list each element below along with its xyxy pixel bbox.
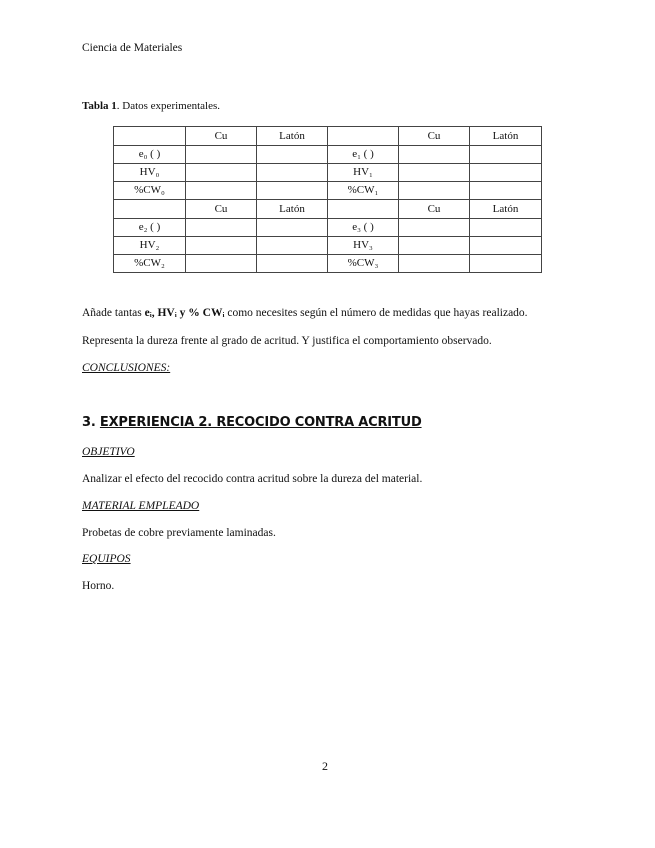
table-header-cell: Cu [399,127,470,146]
data-cell[interactable] [257,182,328,200]
objetivo-text: Analizar el efecto del recocido contra acritud sobre la dureza del material. [82,473,423,485]
objetivo-heading: OBJETIVO [82,446,135,458]
row-label: e₂ ( ) [114,219,186,237]
data-cell[interactable] [399,164,470,182]
row-label: HV₂ [114,237,186,255]
equipos-heading: EQUIPOS [82,553,131,565]
conclusiones-heading: CONCLUSIONES: [82,362,171,374]
table-header-cell [114,127,186,146]
material-heading: MATERIAL EMPLEADO [82,500,200,512]
row-label: HV₃ [328,237,399,255]
row-label: %CW₂ [114,255,186,273]
table-header-cell: Cu [399,200,470,219]
data-cell[interactable] [257,164,328,182]
table-row [114,255,542,273]
table-caption-text: . Datos experimentales. [116,100,221,112]
table-row [114,219,542,237]
data-cell[interactable] [186,219,257,237]
data-cell[interactable] [257,146,328,164]
data-cell[interactable] [257,237,328,255]
data-cell[interactable] [470,255,542,273]
table-header-cell: Latón [257,200,328,219]
material-text: Probetas de cobre previamente laminadas. [82,527,276,539]
data-cell[interactable] [399,182,470,200]
experimental-data-table [113,126,542,273]
row-label: %CW₀ [114,182,186,200]
table-header-cell [114,200,186,219]
data-cell[interactable] [186,255,257,273]
data-cell[interactable] [186,237,257,255]
table-header-cell: Cu [186,200,257,219]
section-3-title [82,415,422,430]
data-cell[interactable] [470,237,542,255]
data-cell[interactable] [470,146,542,164]
row-label: e₃ ( ) [328,219,399,237]
table-row [114,164,542,182]
data-cell[interactable] [399,237,470,255]
table-row [114,182,542,200]
table-header-row [114,200,542,219]
data-cell[interactable] [399,146,470,164]
data-cell[interactable] [186,182,257,200]
table-row [114,146,542,164]
table-header-cell: Latón [257,127,328,146]
data-cell[interactable] [470,164,542,182]
instruction-variables: eᵢ, HVᵢ y % CWᵢ [144,307,225,319]
table-row [114,237,542,255]
data-cell[interactable] [399,219,470,237]
row-label: e₁ ( ) [328,146,399,164]
instruction-pre: Añade tantas [82,307,145,319]
row-label: HV₁ [328,164,399,182]
table-header-cell: Latón [470,127,542,146]
table-header-cell [328,200,399,219]
representation-paragraph: Representa la dureza frente al grado de acritud. Y justifica el comportamiento observado. [82,335,492,347]
page-header: Ciencia de Materiales [82,42,183,54]
instruction-paragraph [82,307,528,319]
row-label: %CW₁ [328,182,399,200]
section-number: 3. [82,415,100,430]
data-cell[interactable] [470,219,542,237]
instruction-post: como necesites según el número de medidas que hayas realizado. [224,307,528,319]
section-title-text: EXPERIENCIA 2. RECOCIDO CONTRA ACRITUD [99,415,422,430]
data-cell[interactable] [186,146,257,164]
table-caption [82,100,220,112]
data-cell[interactable] [257,219,328,237]
data-cell[interactable] [186,164,257,182]
row-label: HV₀ [114,164,186,182]
table-header-cell: Cu [186,127,257,146]
data-cell[interactable] [399,255,470,273]
table-header-row [114,127,542,146]
page-number: 2 [322,759,328,773]
table-header-cell [328,127,399,146]
table-caption-label: Tabla 1 [82,100,117,112]
row-label: %CW₃ [328,255,399,273]
table-header-cell: Latón [470,200,542,219]
data-cell[interactable] [257,255,328,273]
row-label: e₀ ( ) [114,146,186,164]
data-cell[interactable] [470,182,542,200]
equipos-text: Horno. [82,580,115,592]
